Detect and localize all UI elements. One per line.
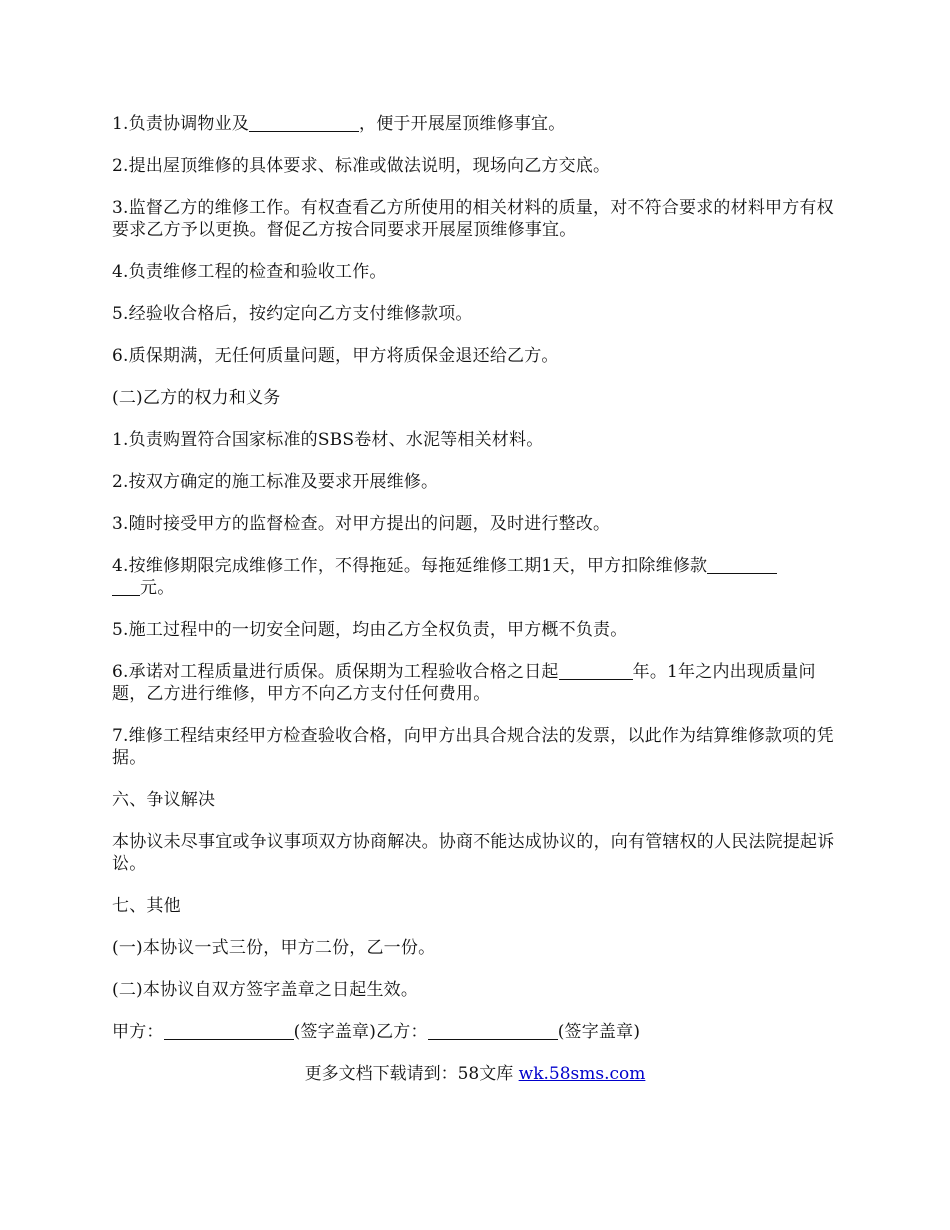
section-heading-dispute: 六、争议解决 <box>112 790 216 810</box>
section-heading-party-b: (二)乙方的权力和义务 <box>112 388 281 408</box>
duty-a-1-text-end: ，便于开展屋顶维修事宜。 <box>359 114 566 134</box>
party-b-seal-note: (签字盖章) <box>557 1022 641 1042</box>
duty-a-1-text: 1.负责协调物业及 <box>112 114 250 134</box>
duty-a-6: 6.质保期满，无任何质量问题，甲方将质保金退还给乙方。 <box>112 346 559 366</box>
duty-a-4: 4.负责维修工程的检查和验收工作。 <box>112 262 387 282</box>
duty-a-2: 2.提出屋顶维修的具体要求、标准或做法说明，现场向乙方交底。 <box>112 156 611 176</box>
duty-b-6-text-end: 年。1年之内出现质量问题，乙方进行维修，甲方不向乙方支付任何费用。 <box>112 662 816 704</box>
party-a-signature-blank[interactable] <box>164 1021 294 1040</box>
duty-b-7: 7.维修工程结束经甲方检查验收合格，向甲方出具合规合法的发票，以此作为结算维修款项的凭据。 <box>112 726 834 768</box>
party-b-signature-blank[interactable] <box>428 1021 558 1040</box>
other-item-1: (一)本协议一式三份，甲方二份，乙一份。 <box>112 938 436 958</box>
duty-b-3: 3.随时接受甲方的监督检查。对甲方提出的问题，及时进行整改。 <box>112 514 611 534</box>
duty-a-1 <box>112 113 838 135</box>
duty-b-6-text: 6.承诺对工程质量进行质保。质保期为工程验收合格之日起 <box>112 662 559 682</box>
party-a-label: 甲方： <box>112 1022 164 1042</box>
duty-b-1: 1.负责购置符合国家标准的SBS卷材、水泥等相关材料。 <box>112 430 544 450</box>
fill-blank[interactable] <box>249 113 359 132</box>
duty-b-5: 5.施工过程中的一切安全问题，均由乙方全权负责，甲方概不负责。 <box>112 620 628 640</box>
duty-b-6 <box>112 661 838 705</box>
fill-blank[interactable] <box>559 661 633 680</box>
footer-link[interactable]: wk.58sms.com <box>518 1064 646 1084</box>
footer <box>112 1063 838 1085</box>
duty-b-4 <box>112 555 838 599</box>
duty-b-2: 2.按双方确定的施工标准及要求开展维修。 <box>112 472 439 492</box>
duty-b-4-text-end: 元。 <box>140 578 175 598</box>
signature-line <box>112 1021 838 1043</box>
dispute-text: 本协议未尽事宜或争议事项双方协商解决。协商不能达成协议的，向有管辖权的人民法院提起诉讼。 <box>112 832 835 874</box>
duty-b-4-text: 4.按维修期限完成维修工作，不得拖延。每拖延维修工期1天，甲方扣除维修款 <box>112 556 708 576</box>
other-item-2: (二)本协议自双方签字盖章之日起生效。 <box>112 980 419 1000</box>
fill-blank[interactable] <box>112 577 140 596</box>
footer-text: 更多文档下载请到：58文库 <box>304 1064 519 1084</box>
duty-a-3: 3.监督乙方的维修工作。有权查看乙方所使用的相关材料的质量，对不符合要求的材料甲方有权要求乙方予以更换。督促乙方按合同要求开展屋顶维修事宜。 <box>112 198 834 240</box>
party-b-label: 乙方： <box>376 1022 428 1042</box>
duty-a-5: 5.经验收合格后，按约定向乙方支付维修款项。 <box>112 304 473 324</box>
section-heading-other: 七、其他 <box>112 896 181 916</box>
party-a-seal-note: (签字盖章) <box>293 1022 377 1042</box>
fill-blank[interactable] <box>707 555 777 574</box>
